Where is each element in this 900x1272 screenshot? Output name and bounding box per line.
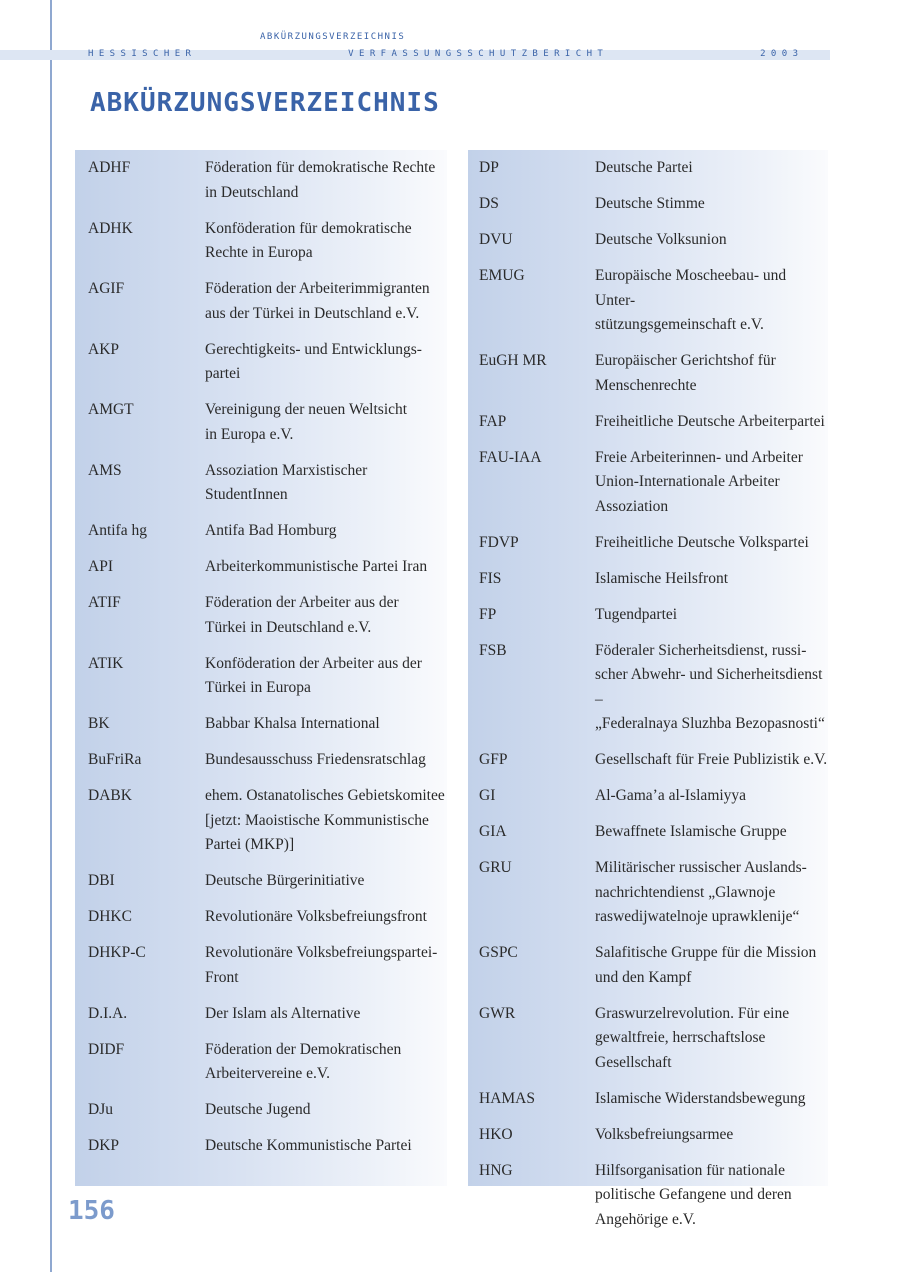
abbreviation: AKP <box>88 340 120 358</box>
abbreviation-expansion: ehem. Ostanatolisches Gebietskomitee [jetzt: Maoistische Kommunistische Partei (MKP)] <box>205 787 445 853</box>
abbreviation-expansion: Freie Arbeiterinnen- und Arbeiter Union-Internationale Arbeiter Assoziation <box>595 448 803 515</box>
abbreviation: GIA <box>479 823 507 840</box>
abbreviation-entry <box>75 555 447 580</box>
page-title: ABKÜRZUNGSVERZEICHNIS <box>90 88 440 118</box>
abbreviation-entry <box>75 1038 447 1087</box>
abbreviation: FIS <box>479 569 502 587</box>
abbreviation: HKO <box>479 1125 513 1143</box>
abbreviation-expansion: Föderation der Demokratischen Arbeitervereine e.V. <box>205 1040 402 1082</box>
abbreviation: EMUG <box>479 267 525 284</box>
abbreviation-expansion: Föderation für demokratische Rechte in Deutschland <box>205 159 436 201</box>
abbreviation: AMS <box>88 461 122 479</box>
abbreviation-entry <box>468 446 828 520</box>
abbreviation: FAP <box>479 412 507 430</box>
abbreviation-expansion: Deutsche Stimme <box>595 195 705 212</box>
abbreviation-expansion: Militärischer russischer Auslands- nachrichtendienst „Glawnoje raswedijwatelnoje uprawklenije“ <box>595 859 807 925</box>
abbreviation: DP <box>479 159 499 176</box>
abbreviation: FP <box>479 605 497 623</box>
abbreviation-entry <box>468 1087 828 1112</box>
abbreviation-expansion: Bewaffnete Islamische Gruppe <box>595 823 787 840</box>
abbreviation-expansion: Deutsche Jugend <box>205 1101 311 1118</box>
abbreviation-column-left <box>75 150 447 1186</box>
abbreviation: DJu <box>88 1101 113 1118</box>
abbreviation-entry <box>468 820 828 845</box>
abbreviation-expansion: Hilfsorganisation für nationale politische Gefangene und deren Angehörige e.V. <box>595 1161 792 1228</box>
abbreviation-expansion: Gesellschaft für Freie Publizistik e.V. <box>595 751 828 768</box>
abbreviation-entry <box>468 1002 828 1076</box>
abbreviation-expansion: Föderaler Sicherheitsdienst, russi- scher Abwehr- und Sicherheitsdienst – „Federalnaya Sluzhba Bezopasnosti“ <box>595 641 825 732</box>
abbreviation-expansion: Salafitische Gruppe für die Mission und den Kampf <box>595 944 817 986</box>
abbreviation-expansion: Deutsche Partei <box>595 159 693 176</box>
abbreviation-entry <box>75 217 447 266</box>
abbreviation: ATIK <box>88 654 124 672</box>
abbreviation-entry <box>75 652 447 701</box>
abbreviation-entry <box>75 784 447 858</box>
abbreviation-expansion: Föderation der Arbeiter aus der Türkei in Deutschland e.V. <box>205 594 399 636</box>
abbreviation: FAU-IAA <box>479 448 542 466</box>
abbreviation-entry <box>468 410 828 435</box>
abbreviation-entry <box>75 712 447 737</box>
abbreviation-entry <box>468 1123 828 1148</box>
running-header: ABKÜRZUNGSVERZEICHNIS <box>260 32 406 42</box>
abbreviation-expansion: Föderation der Arbeiterimmigranten aus der Türkei in Deutschland e.V. <box>205 280 430 322</box>
abbreviation-entry <box>468 567 828 592</box>
abbreviation-expansion: Revolutionäre Volksbefreiungsfront <box>205 908 427 925</box>
abbreviation: API <box>88 558 113 575</box>
abbreviation-expansion: Konföderation für demokratische Rechte in Europa <box>205 219 412 261</box>
abbreviation-entry <box>468 784 828 809</box>
abbreviation-entry <box>468 1159 828 1233</box>
abbreviation-expansion: Europäische Moscheebau- und Unter- stützungsgemeinschaft e.V. <box>595 267 787 333</box>
abbreviation: BK <box>88 715 110 732</box>
abbreviation: ADHF <box>88 159 131 176</box>
abbreviation: GSPC <box>479 944 518 961</box>
abbreviation-expansion: Tugendpartei <box>595 605 678 623</box>
abbreviation-expansion: Al-Gama’a al-Islamiyya <box>595 787 747 804</box>
abbreviation-entry <box>75 398 447 447</box>
abbreviation-expansion: Freiheitliche Deutsche Arbeiterpartei <box>595 412 825 430</box>
abbreviation-expansion: Deutsche Volksunion <box>595 231 727 248</box>
publication-word-1: H E S S I S C H E R <box>88 49 191 59</box>
header-band <box>0 50 830 60</box>
abbreviation-entry <box>468 264 828 338</box>
abbreviation: AMGT <box>88 401 134 418</box>
abbreviation: BuFriRa <box>88 751 142 768</box>
publication-word-2: V E R F A S S U N G S S C H U T Z B E R I C H T <box>348 49 603 59</box>
abbreviation: GFP <box>479 751 508 768</box>
abbreviation-entry <box>468 941 828 990</box>
abbreviation-expansion: Vereinigung der neuen Weltsicht in Europa e.V. <box>205 401 408 443</box>
abbreviation-entry <box>75 519 447 544</box>
abbreviation: DABK <box>88 787 132 804</box>
abbreviation-entry <box>468 748 828 773</box>
margin-rule <box>50 0 52 1272</box>
abbreviation: HAMAS <box>479 1089 535 1107</box>
abbreviation-expansion: Der Islam als Alternative <box>205 1004 361 1022</box>
abbreviation-entry <box>468 349 828 398</box>
abbreviation-expansion: Konföderation der Arbeiter aus der Türkei in Europa <box>205 654 422 696</box>
abbreviation: ATIF <box>88 594 121 611</box>
abbreviation-expansion: Freiheitliche Deutsche Volkspartei <box>595 533 809 551</box>
abbreviation: FDVP <box>479 533 519 551</box>
abbreviation-entry <box>468 192 828 217</box>
abbreviation: GI <box>479 787 496 804</box>
publication-year: 2 0 0 3 <box>760 49 798 59</box>
abbreviation: DHKC <box>88 908 132 925</box>
abbreviation-expansion: Islamische Widerstandsbewegung <box>595 1089 806 1107</box>
abbreviation-expansion: Deutsche Kommunistische Partei <box>205 1137 412 1154</box>
abbreviation-entry <box>468 856 828 930</box>
abbreviation-entry <box>75 277 447 326</box>
abbreviation: GWR <box>479 1004 516 1022</box>
abbreviation-entry <box>75 869 447 894</box>
abbreviation-expansion: Graswurzelrevolution. Für eine gewaltfreie, herrschaftslose Gesellschaft <box>595 1004 790 1071</box>
abbreviation: Antifa hg <box>88 522 147 539</box>
abbreviation-entry <box>75 459 447 508</box>
abbreviation: DBI <box>88 872 115 889</box>
abbreviation-expansion: Islamische Heilsfront <box>595 569 729 587</box>
abbreviation: FSB <box>479 641 507 659</box>
abbreviation-entry <box>75 338 447 387</box>
abbreviation-entry <box>75 941 447 990</box>
page-number: 156 <box>68 1196 115 1226</box>
abbreviation-expansion: Revolutionäre Volksbefreiungspartei- Front <box>205 944 438 986</box>
publication-line <box>88 49 798 59</box>
abbreviation: GRU <box>479 859 512 876</box>
abbreviation-expansion: Antifa Bad Homburg <box>205 522 337 539</box>
abbreviation: DIDF <box>88 1040 125 1058</box>
abbreviation-entry <box>468 531 828 556</box>
abbreviation-entry <box>75 156 447 205</box>
abbreviation-entry <box>75 1098 447 1123</box>
abbreviation-expansion: Assoziation Marxistischer StudentInnen <box>205 461 368 503</box>
abbreviation: DS <box>479 195 499 212</box>
abbreviation: HNG <box>479 1161 513 1179</box>
abbreviation-entry <box>75 1134 447 1159</box>
abbreviation-expansion: Deutsche Bürgerinitiative <box>205 872 365 889</box>
abbreviation: EuGH MR <box>479 352 547 369</box>
abbreviation: DHKP-C <box>88 944 146 961</box>
abbreviation: DVU <box>479 231 513 248</box>
abbreviation-entry <box>468 603 828 628</box>
abbreviation-entry <box>468 639 828 737</box>
abbreviation-entry <box>75 748 447 773</box>
abbreviation: ADHK <box>88 219 133 237</box>
abbreviation-entry <box>468 228 828 253</box>
abbreviation-expansion: Volksbefreiungsarmee <box>595 1125 734 1143</box>
abbreviation-entry <box>468 156 828 181</box>
abbreviation-entry <box>75 905 447 930</box>
abbreviation-expansion: Europäischer Gerichtshof für Menschenrechte <box>595 352 776 394</box>
abbreviation-entry <box>75 1002 447 1027</box>
abbreviation-expansion: Arbeiterkommunistische Partei Iran <box>205 558 428 575</box>
abbreviation-expansion: Bundesausschuss Friedensratschlag <box>205 751 426 768</box>
abbreviation: D.I.A. <box>88 1004 128 1022</box>
abbreviation: AGIF <box>88 280 125 297</box>
abbreviation-entry <box>75 591 447 640</box>
abbreviation-column-right <box>468 150 828 1228</box>
abbreviation-expansion: Gerechtigkeits- und Entwicklungs- partei <box>205 340 422 382</box>
abbreviation: DKP <box>88 1137 120 1154</box>
abbreviation-expansion: Babbar Khalsa International <box>205 715 380 732</box>
